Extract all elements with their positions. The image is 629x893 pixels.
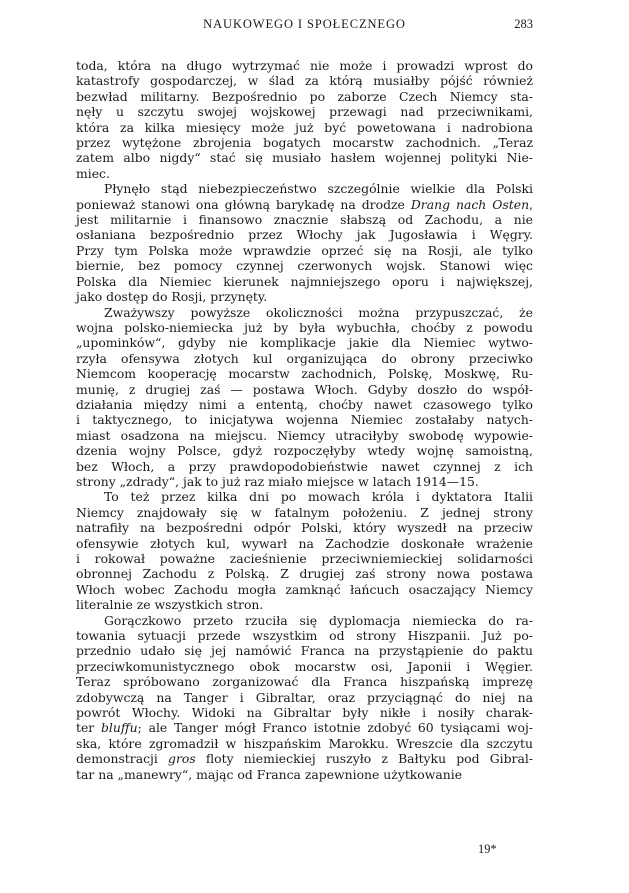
body-text xyxy=(76,58,533,782)
text-line: literalnie ze wszystkich stron. xyxy=(76,597,264,613)
text-line: bez Włoch, a przy prawdopodobieństwie nawet czynnej z ich xyxy=(76,458,533,474)
text-line: katastrofy gospodarczej, w ślad za którą musiałby pójść również xyxy=(76,73,533,89)
text-line: Niemcom kooperację mocarstw zachodnich, Polskę, Moskwę, Ru- xyxy=(76,366,533,382)
text-line: toda, która na długo wytrzymać nie może i prowadzi wprost do xyxy=(76,58,533,73)
text-line: osłaniana bezpośrednio przez Włochy jak Jugosławia i Węgry. xyxy=(76,227,533,243)
text-line: miec. xyxy=(76,165,110,181)
text-line: zatem albo nigdy“ stać się musiało hasłem wojennej polityki Nie- xyxy=(76,150,533,166)
paragraph xyxy=(76,613,533,782)
text-line: Zważywszy powyższe okoliczności można przypuszczać, że xyxy=(104,304,533,320)
text-line: To też przez kilka dni po mowach króla i dyktatora Italii xyxy=(104,489,533,505)
text-line: dzenia wojny Polsce, gdyż rozpoczęłyby wtedy wojnę samoistną, xyxy=(76,443,533,459)
text-line: miast osadzona na miejscu. Niemcy utraciłyby swobodę wypowie- xyxy=(76,427,533,443)
running-head: NAUKOWEGO I SPOŁECZNEGO xyxy=(203,17,406,31)
text-line: przednio udało się jej namówić Franca na przystąpienie do paktu xyxy=(76,643,533,659)
text-line: obronnej Zachodu z Polską. Z drugiej zaś strony nowa postawa xyxy=(76,566,533,582)
text-line: powrót Włochy. Widoki na Gibraltar były nikłe i nosiły charak- xyxy=(76,705,533,721)
text-line: Teraz spróbowano zorganizować dla Franca hiszpańską imprezę xyxy=(76,674,533,690)
text-line: jako dostęp do Rosji, przynęty. xyxy=(76,289,268,305)
text-line: która za kilka miesięcy może już być powetowana i nadrobiona xyxy=(76,119,533,135)
text-line: ter bluffu; ale Tanger mógł Franco istotnie zdobyć 60 tysiącami woj- xyxy=(76,720,533,736)
text-line: nęły u szczytu swojej wojskowej przewagi nad przeciwnikami, xyxy=(76,104,533,120)
text-line: jest militarnie i finansowo znacznie słabszą od Zachodu, a nie xyxy=(76,212,533,228)
text-line: przeciwkomunistycznego obok mocarstw osi, Japonii i Węgier. xyxy=(76,658,533,674)
page-header xyxy=(76,17,533,33)
italic-phrase: Drang nach Osten xyxy=(410,196,530,212)
text-line: biernie, bez pomocy czynnej czerwonych wojsk. Stanowi więc xyxy=(76,258,533,274)
italic-phrase: bluffu xyxy=(101,720,138,736)
text-line: natrafiły na bezpośredni odpór Polski, który wyszedł na przeciw xyxy=(76,520,533,536)
text-line: towania sytuacji przede wszystkim od strony Hiszpanii. Już po- xyxy=(76,628,533,644)
italic-phrase: gros xyxy=(168,751,196,767)
text-line: demonstracji gros floty niemieckiej ruszyło z Bałtyku pod Gibral- xyxy=(76,751,533,767)
text-line: ska, które zgromadził w hiszpańskim Marokku. Wreszcie dla szczytu xyxy=(76,735,533,751)
text-line: Polska dla Niemiec kierunek najmniejszego oporu i największej, xyxy=(76,273,533,289)
text-line: munię, z drugiej zaś — postawa Włoch. Gdyby doszło do współ- xyxy=(76,381,533,397)
text-line: i rokował poważne zacieśnienie przeciwniemieckiej solidarności xyxy=(76,551,533,566)
text-line: działania między nimi a ententą, choćby nawet czasowego tylko xyxy=(76,396,533,412)
text-line: zdobywczą na Tanger i Gibraltar, oraz przyciągnąć do niej na xyxy=(76,689,533,705)
paragraph xyxy=(76,305,533,490)
paragraph xyxy=(76,181,533,304)
page-number: 283 xyxy=(514,17,533,31)
text-line: ofensywie złotych kul, wywarł na Zachodzie doskonałe wrażenie xyxy=(76,535,533,551)
text-line: „upominków“, gdyby nie komplikacje jakie dla Niemiec wytwo- xyxy=(76,335,533,351)
text-line: wojna polsko-niemiecka już by była wybuchła, choćby z powodu xyxy=(76,319,533,335)
text-line: tar na „manewry“, mając od Franca zapewnione użytkowanie xyxy=(76,766,463,782)
text-line: bezwład militarny. Bezpośrednio po zaborze Czech Niemcy sta- xyxy=(76,88,533,104)
text-line: ponieważ stanowi ona główną barykadę na drodze Drang nach Osten, xyxy=(76,196,533,212)
text-line: i taktycznego, to inicjatywa wojenna Niemiec zostałaby natych- xyxy=(76,412,533,428)
text-line: Płynęło stąd niebezpieczeństwo szczególnie wielkie dla Polski xyxy=(104,181,533,197)
text-line: Przy tym Polska może wprawdzie oprzeć się na Rosji, ale tylko xyxy=(76,242,533,258)
text-line: Włoch wobec Zachodu mogła zamknąć łańcuch osaczający Niemcy xyxy=(76,581,533,597)
text-line: rzyła ofensywa złotych kul organizująca do obrony przeciwko xyxy=(76,350,533,366)
text-line: strony „zdrady“, jak to już raz miało miejsce w latach 1914—15. xyxy=(76,473,479,489)
text-line: Niemcy znajdowały się w fatalnym położeniu. Z jednej strony xyxy=(76,504,533,520)
paragraph xyxy=(76,489,533,612)
text-line: przez wytężone zbrojenia bogatych mocarstw zachodnich. „Teraz xyxy=(76,135,533,151)
text-line: Gorączkowo przeto rzuciła się dyplomacja niemiecka do ra- xyxy=(104,612,533,628)
paragraph xyxy=(76,58,533,181)
printer-signature: 19* xyxy=(478,842,497,856)
